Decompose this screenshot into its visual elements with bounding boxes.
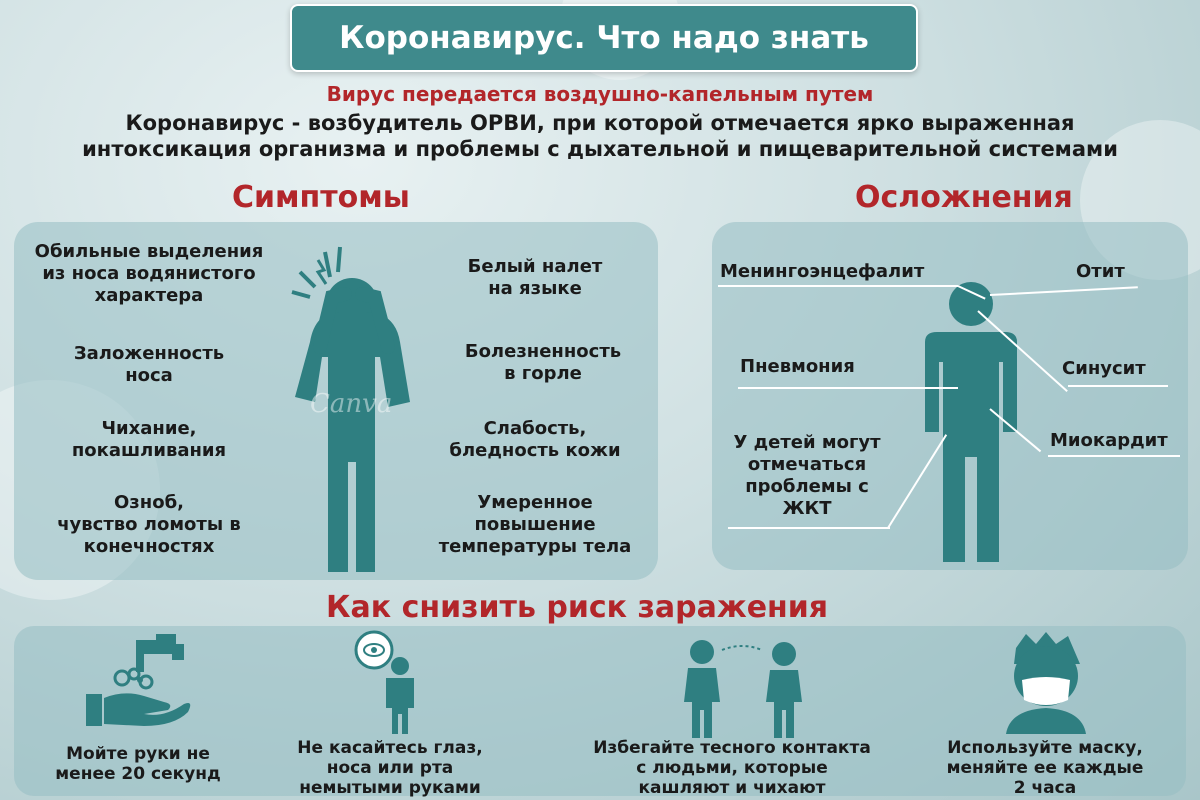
connector-line [728,527,890,529]
symptom-item: Умеренное повышение температуры тела [438,492,632,557]
complication-label: У детей могут отмечаться проблемы с ЖКТ [733,432,881,519]
body-figure-icon [905,282,1035,564]
connector-line [738,387,958,389]
risk-item: Используйте маску, меняйте ее каждые 2 часа [946,738,1144,798]
symptom-item: Белый налет на языке [467,256,603,299]
symptom-item: Слабость, бледность кожи [449,418,621,461]
symptom-item: Обильные выделения из носа водянистого характера [34,241,264,306]
title-banner [290,4,918,72]
connector-line [1068,385,1168,387]
complication-label: Синусит [1062,358,1146,379]
risk-item: Не касайтесь глаз, носа или рта немытыми руками [297,738,483,798]
complication-label: Миокардит [1050,430,1168,451]
complications-heading: Осложнения [855,180,1073,215]
risk-item: Избегайте тесного контакта с людьми, которые кашляют и чихают [593,738,871,798]
connector-line [1048,455,1180,457]
complication-label: Менингоэнцефалит [720,261,925,282]
intro-text [0,110,1200,162]
page-title: Коронавирус. Что надо знать [339,20,869,56]
symptom-item: Озноб, чувство ломоты в конечностях [57,492,241,557]
complication-label: Отит [1076,261,1125,282]
intro-line: интоксикация организма и проблемы с дыхательной и пищеварительной системами [82,137,1118,161]
symptoms-heading: Симптомы [232,180,410,215]
risk-item: Мойте руки не менее 20 секунд [55,744,221,784]
eye-touch-icon [352,628,432,738]
symptom-item: Чихание, покашливания [71,418,227,461]
symptom-item: Болезненность в горле [464,341,622,384]
headache-person-icon [270,242,430,582]
face-mask-icon [996,630,1096,734]
intro-line: Коронавирус - возбудитель ОРВИ, при которой отмечается ярко выраженная [125,111,1075,135]
subtitle: Вирус передается воздушно-капельным путем [326,82,874,106]
hand-washing-icon [84,630,214,730]
watermark: Canva [310,389,393,419]
connector-line [718,285,958,287]
symptom-item: Заложенность носа [73,343,225,386]
risk-heading: Как снизить риск заражения [326,590,829,625]
coughing-people-icon [672,632,822,742]
complication-label: Пневмония [740,356,855,377]
